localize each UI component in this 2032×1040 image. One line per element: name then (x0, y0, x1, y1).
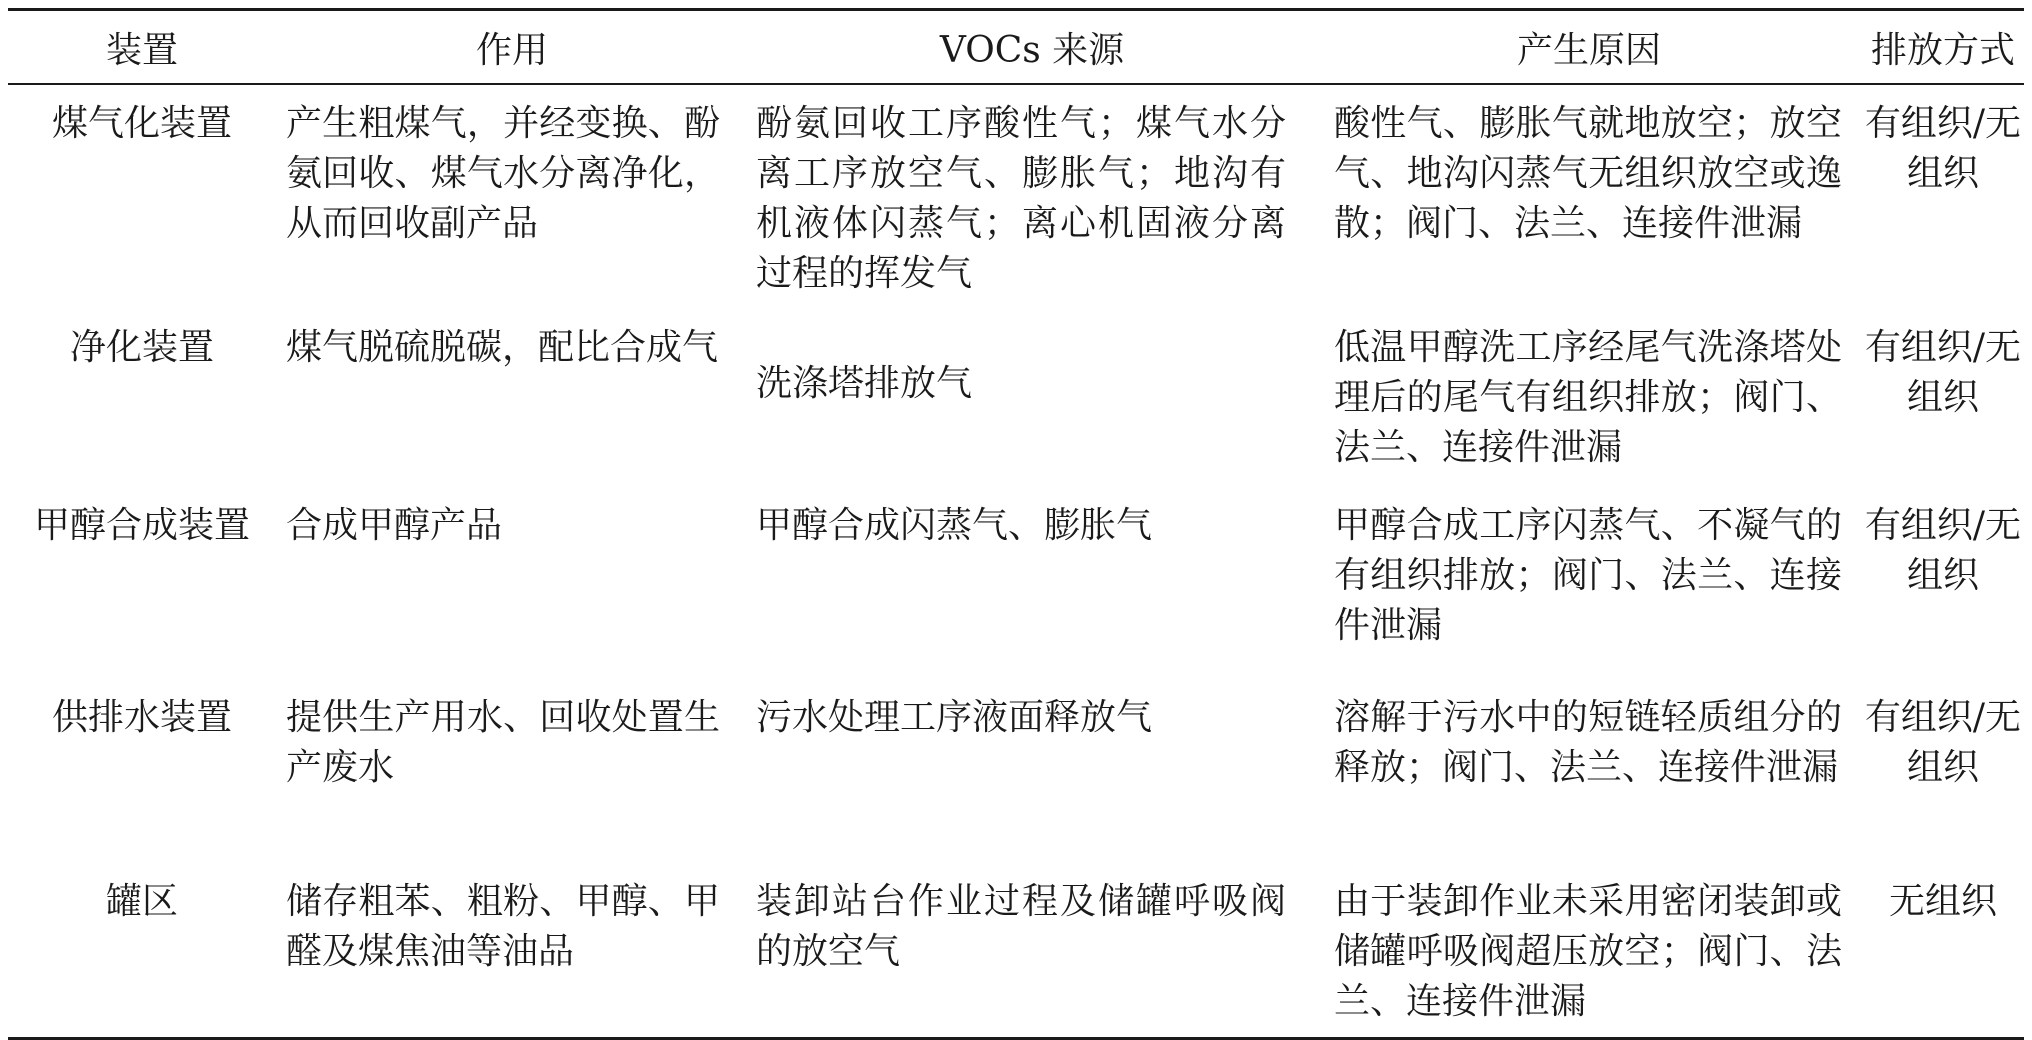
header-mode: 排放方式 (1862, 10, 2024, 85)
cell-cause: 溶解于污水中的短链轻质组分的释放；阀门、法兰、连接件泄漏 (1334, 697, 1842, 788)
cell-source: 甲醇合成闪蒸气、膨胀气 (756, 505, 1153, 546)
table-row (8, 679, 2024, 863)
cell-cause: 酸性气、膨胀气就地放空；放空气、地沟闪蒸气无组织放空或逸散；阀门、法兰、连接件泄漏 (1334, 103, 1842, 244)
voc-source-table (8, 8, 2024, 1040)
cell-device: 煤气化装置 (51, 103, 232, 144)
cell-role: 提供生产用水、回收处置生产废水 (286, 697, 720, 788)
cell-device: 供排水装置 (51, 697, 232, 738)
cell-source: 污水处理工序液面释放气 (756, 697, 1153, 738)
cell-device: 净化装置 (69, 327, 214, 368)
table-row (8, 863, 2024, 1039)
header-device: 装置 (8, 10, 276, 85)
table-row (8, 309, 2024, 487)
cell-source-text: 洗涤塔排放气 (756, 363, 973, 404)
cell-device: 罐区 (8, 863, 276, 1039)
voc-source-table-container (8, 8, 2024, 1040)
header-role: 作用 (276, 10, 748, 85)
header-source: VOCs 来源 (748, 10, 1316, 85)
table-header-row (8, 10, 2024, 85)
cell-source: 酚氨回收工序酸性气；煤气水分离工序放空气、膨胀气；地沟有机液体闪蒸气；离心机固液分离过程的挥发气 (756, 103, 1286, 294)
cell-mode: 有组织/无组织 (1864, 103, 2022, 194)
cell-cause: 低温甲醇洗工序经尾气洗涤塔处理后的尾气有组织排放；阀门、法兰、连接件泄漏 (1334, 327, 1842, 468)
header-cause: 产生原因 (1316, 10, 1862, 85)
cell-mode: 无组织 (1862, 863, 2024, 1039)
cell-role: 煤气脱硫脱碳，配比合成气 (286, 327, 719, 368)
cell-device: 甲醇合成装置 (33, 505, 250, 546)
cell-role: 合成甲醇产品 (286, 505, 503, 546)
cell-role: 产生粗煤气，并经变换、酚氨回收、煤气水分离净化，从而回收副产品 (286, 103, 720, 244)
table-row (8, 84, 2024, 309)
cell-role: 储存粗苯、粗粉、甲醇、甲醛及煤焦油等油品 (276, 863, 748, 1039)
cell-mode: 有组织/无组织 (1864, 505, 2022, 596)
cell-cause: 由于装卸作业未采用密闭装卸或储罐呼吸阀超压放空；阀门、法兰、连接件泄漏 (1316, 863, 1862, 1039)
cell-mode: 有组织/无组织 (1864, 327, 2022, 418)
cell-source (748, 309, 1316, 487)
cell-mode: 有组织/无组织 (1864, 697, 2022, 788)
table-row (8, 487, 2024, 679)
cell-cause: 甲醇合成工序闪蒸气、不凝气的有组织排放；阀门、法兰、连接件泄漏 (1334, 505, 1842, 646)
cell-source: 装卸站台作业过程及储罐呼吸阀的放空气 (748, 863, 1316, 1039)
